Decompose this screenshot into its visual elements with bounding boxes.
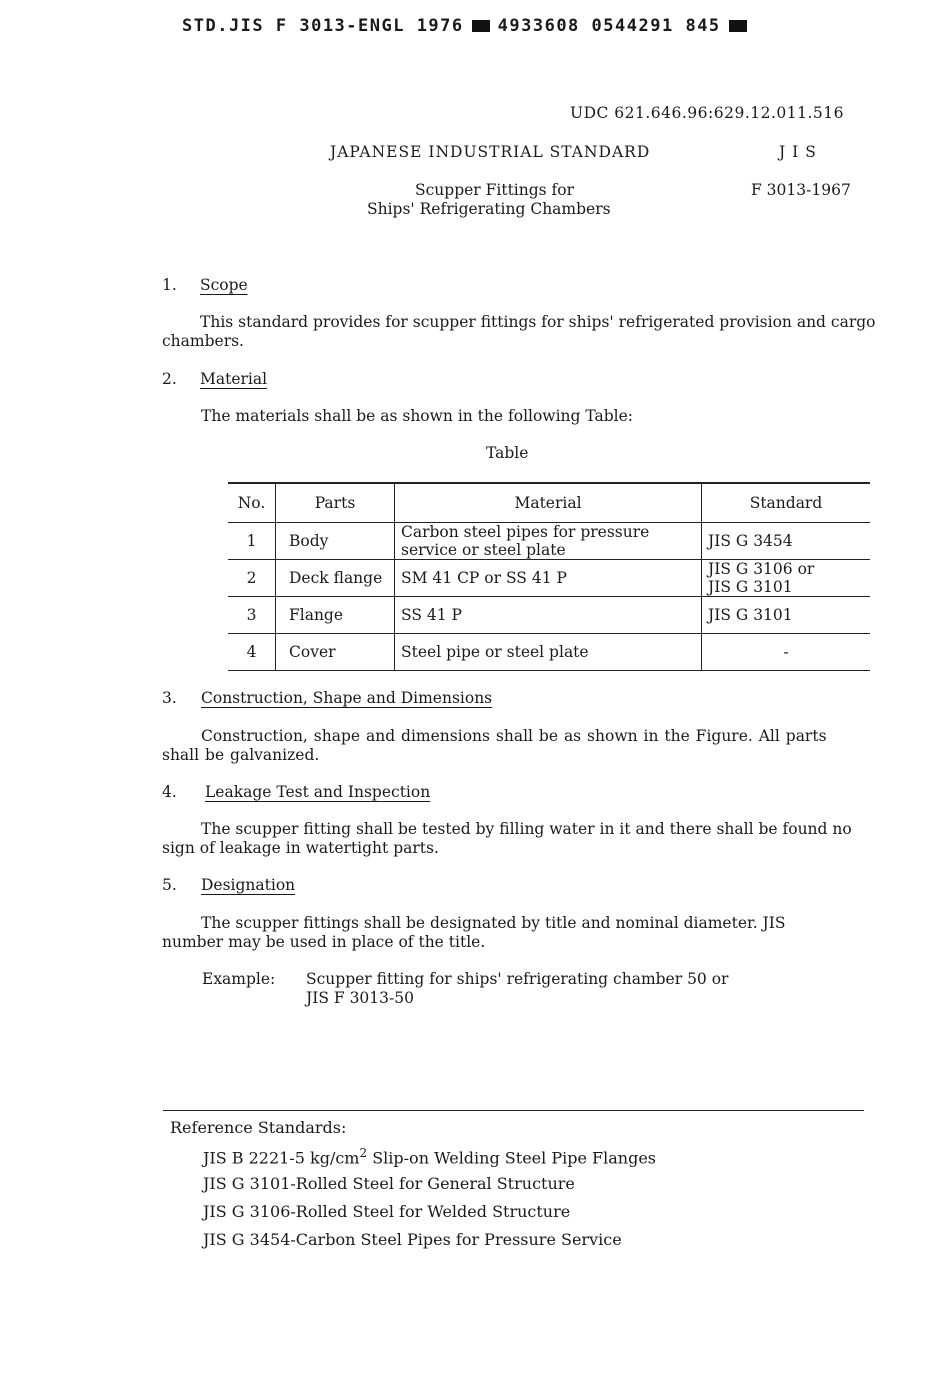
reference-item: JIS G 3106-Rolled Steel for Welded Structure — [203, 1202, 571, 1221]
header-bar-1 — [472, 20, 490, 32]
udc-number: UDC 621.646.96:629.12.011.516 — [570, 104, 845, 122]
cell-no: 3 — [228, 597, 276, 634]
reference-item — [203, 1146, 656, 1167]
section-3-body: Construction, shape and dimensions shall be as shown in the Figure. All parts shall be galvanized. — [162, 727, 827, 764]
cell-part: Cover — [276, 634, 395, 671]
cell-standard: JIS G 3454 — [702, 523, 871, 560]
section-5-number: 5. — [162, 876, 177, 894]
section-1-number: 1. — [162, 276, 177, 294]
materials-table — [228, 482, 870, 671]
table-row — [228, 523, 870, 560]
reference-item: JIS G 3101-Rolled Steel for General Structure — [203, 1174, 575, 1193]
cell-material: Steel pipe or steel plate — [395, 634, 702, 671]
table-row — [228, 634, 870, 671]
reference-item-1-sup: 2 — [359, 1146, 368, 1160]
section-2-body: The materials shall be as shown in the following Table: — [201, 407, 634, 425]
cell-material: SS 41 P — [395, 597, 702, 634]
cell-standard: - — [702, 634, 871, 671]
table-header-row — [228, 483, 870, 523]
header-code-a: 4933608 — [497, 16, 580, 36]
header-standard: Standard — [702, 483, 871, 523]
reference-item-1-rest: Slip-on Welding Steel Pipe Flanges — [367, 1148, 656, 1168]
cell-no: 1 — [228, 523, 276, 560]
section-4-title: Leakage Test and Inspection — [205, 783, 431, 801]
section-4-number: 4. — [162, 783, 177, 801]
cell-no: 4 — [228, 634, 276, 671]
table-row — [228, 560, 870, 597]
example-label: Example: — [202, 970, 276, 988]
cell-no: 2 — [228, 560, 276, 597]
doc-title-line1: Scupper Fittings for — [415, 181, 575, 199]
example-line2: JIS F 3013-50 — [306, 989, 414, 1007]
reference-item: JIS G 3454-Carbon Steel Pipes for Pressure Service — [203, 1230, 622, 1249]
cell-material: Carbon steel pipes for pressure service or steel plate — [395, 523, 702, 560]
document-code-header — [182, 16, 755, 36]
reference-item-1-text: JIS B 2221-5 kg/cm — [203, 1148, 360, 1168]
header-material: Material — [395, 483, 702, 523]
section-3-title: Construction, Shape and Dimensions — [201, 689, 493, 707]
jis-mark: J I S — [779, 143, 817, 161]
doc-title-line2: Ships' Refrigerating Chambers — [367, 200, 611, 218]
example-line1: Scupper fitting for ships' refrigerating chamber 50 or — [306, 970, 729, 988]
section-4-body: The scupper fitting shall be tested by filling water in it and there shall be found no sign of leakage in watertight parts. — [162, 820, 852, 857]
section-2-number: 2. — [162, 370, 177, 388]
reference-divider — [163, 1110, 864, 1111]
doc-number: F 3013-1967 — [751, 181, 851, 199]
cell-standard: JIS G 3106 or JIS G 3101 — [702, 560, 871, 597]
cell-material: SM 41 CP or SS 41 P — [395, 560, 702, 597]
section-3-number: 3. — [162, 689, 177, 707]
section-5-body: The scupper fittings shall be designated by title and nominal diameter. JIS number may be used in place of the title. — [162, 914, 786, 951]
cell-part: Flange — [276, 597, 395, 634]
section-5-title: Designation — [201, 876, 296, 894]
table-row — [228, 597, 870, 634]
section-2-title: Material — [200, 370, 268, 388]
section-1-body: This standard provides for scupper fittings for ships' refrigerated provision and cargo chambers. — [162, 313, 876, 350]
section-1-title: Scope — [200, 276, 248, 294]
cell-part: Deck flange — [276, 560, 395, 597]
header-parts: Parts — [276, 483, 395, 523]
table-caption: Table — [486, 444, 529, 462]
cell-standard: JIS G 3101 — [702, 597, 871, 634]
reference-heading: Reference Standards: — [170, 1118, 347, 1137]
header-no: No. — [228, 483, 276, 523]
header-code-left: STD.JIS F 3013-ENGL 1976 — [182, 16, 464, 36]
org-title: JAPANESE INDUSTRIAL STANDARD — [330, 143, 651, 161]
cell-part: Body — [276, 523, 395, 560]
header-code-c: 845 — [685, 16, 721, 36]
header-bar-2 — [729, 20, 747, 32]
header-code-b: 0544291 — [591, 16, 674, 36]
